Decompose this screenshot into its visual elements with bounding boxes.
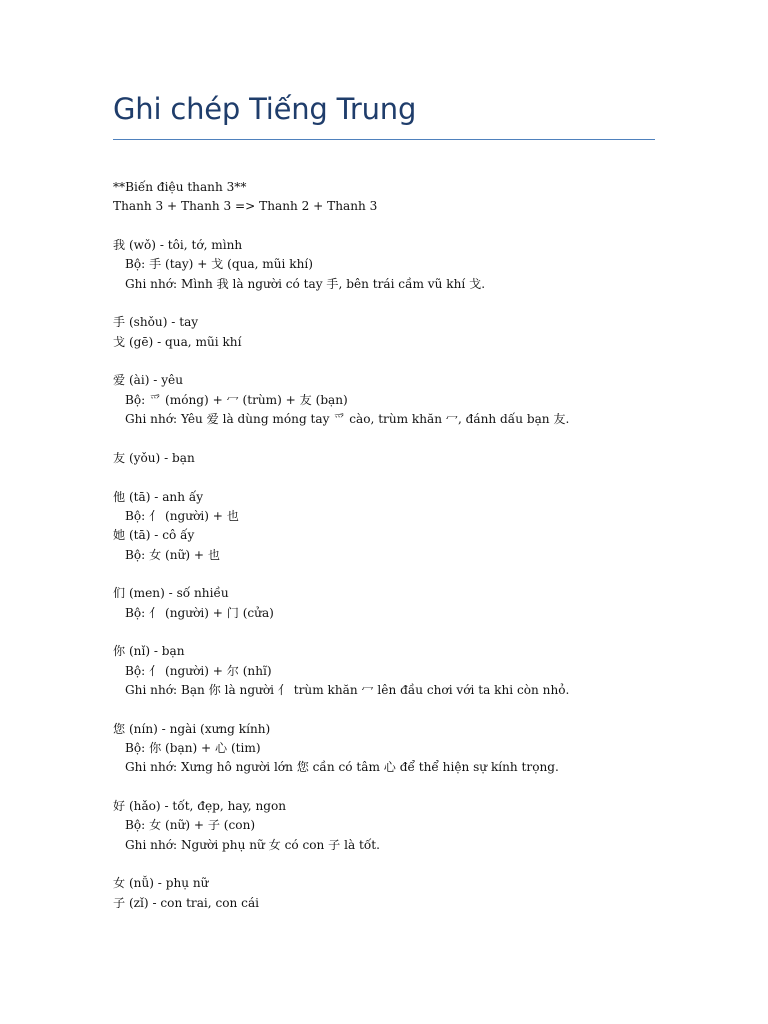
- text-line: Bộ: 手 (tay) + 戈 (qua, mũi khí): [125, 257, 313, 272]
- document-body: [113, 178, 673, 913]
- text-line: Bộ: 亻 (người) + 门 (cửa): [125, 605, 274, 620]
- document-title: Ghi chép Tiếng Trung: [113, 92, 417, 126]
- blank-line: [113, 294, 673, 313]
- text-line: Bộ: 亻 (người) + 尔 (nhĩ): [125, 663, 272, 678]
- blank-line: [113, 468, 673, 487]
- text-line: Bộ: 你 (bạn) + 心 (tim): [125, 740, 261, 755]
- text-line: Ghi nhớ: Bạn 你 là người 亻 trùm khăn 冖 lên đầu chơi với ta khi còn nhỏ.: [125, 682, 570, 697]
- text-line: 戈 (gē) - qua, mũi khí: [113, 334, 242, 349]
- title-underline: [113, 139, 655, 140]
- text-line: **Biến điệu thanh 3**: [113, 180, 247, 194]
- text-line: Bộ: 女 (nữ) + 子 (con): [125, 818, 256, 833]
- blank-line: [113, 855, 673, 874]
- text-line: Thanh 3 + Thanh 3 => Thanh 2 + Thanh 3: [113, 199, 378, 214]
- text-line: 我 (wǒ) - tôi, tớ, mình: [113, 238, 243, 253]
- text-line: 手 (shǒu) - tay: [113, 315, 199, 330]
- text-line: Ghi nhớ: Mình 我 là người có tay 手, bên trái cầm vũ khí 戈.: [125, 276, 486, 291]
- blank-line: [113, 429, 673, 448]
- text-line: 他 (tā) - anh ấy: [113, 489, 204, 504]
- blank-line: [113, 700, 673, 719]
- blank-line: [113, 565, 673, 584]
- text-line: 女 (nǚ) - phụ nữ: [113, 876, 209, 891]
- blank-line: [113, 217, 673, 236]
- text-line: Bộ: 亻 (người) + 也: [125, 508, 239, 523]
- text-line: 友 (yǒu) - bạn: [113, 450, 195, 465]
- blank-line: [113, 352, 673, 371]
- text-line: 她 (tā) - cô ấy: [113, 528, 195, 543]
- text-line: Ghi nhớ: Xưng hô người lớn 您 cần có tâm 心 để thể hiện sự kính trọng.: [125, 760, 559, 775]
- text-line: Ghi nhớ: Yêu 爱 là dùng móng tay 爫 cào, trùm khăn 冖, đánh dấu bạn 友.: [125, 412, 570, 427]
- text-line: 你 (nǐ) - bạn: [113, 644, 185, 659]
- text-line: Ghi nhớ: Người phụ nữ 女 có con 子 là tốt.: [125, 837, 380, 852]
- text-line: 们 (men) - số nhiều: [113, 586, 229, 601]
- text-line: 子 (zǐ) - con trai, con cái: [113, 895, 260, 910]
- blank-line: [113, 623, 673, 642]
- text-line: Bộ: 爫 (móng) + 冖 (trùm) + 友 (bạn): [125, 392, 348, 407]
- text-line: Bộ: 女 (nữ) + 也: [125, 547, 220, 562]
- text-line: 爱 (ài) - yêu: [113, 373, 184, 388]
- text-line: 好 (hǎo) - tốt, đẹp, hay, ngon: [113, 799, 287, 813]
- text-line: 您 (nín) - ngài (xưng kính): [113, 721, 271, 736]
- blank-line: [113, 778, 673, 797]
